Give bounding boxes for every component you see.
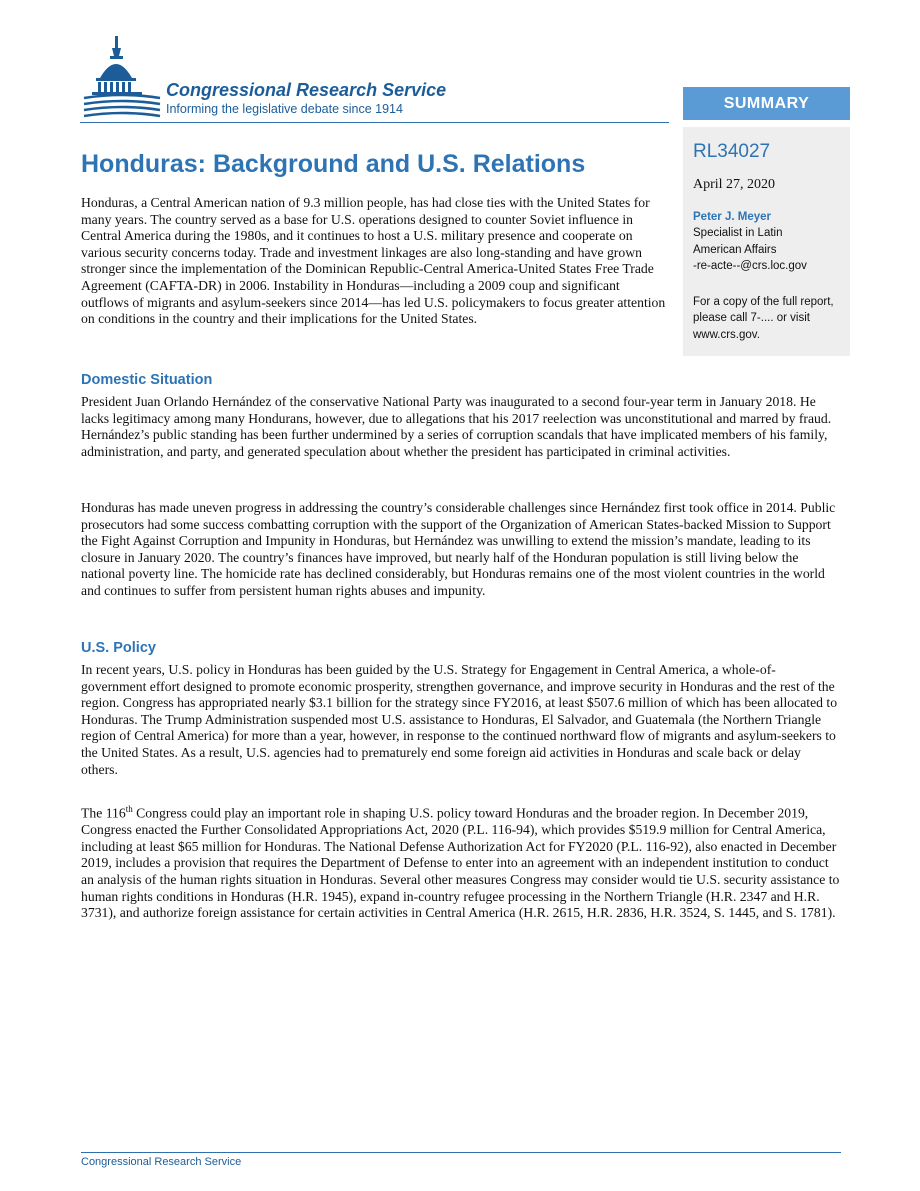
org-name: Congressional Research Service [166, 80, 447, 100]
header-divider [80, 122, 669, 123]
capitol-dome-icon [82, 36, 162, 122]
domestic-paragraph-1: President Juan Orlando Hernández of the conservative National Party was inaugurated to a second four-year term in January 2018. He lacks legitimacy among many Hondurans, however, due to allegations that his 2017 reelection was unconstitutional and marred by fraud. Hernández’s public standing has been further undermined by a series of corruption scandals that have implicated members of his family, administration, and party, and generated speculation about whether the president has participated in criminal activities. [81, 394, 832, 459]
intro-paragraph: Honduras, a Central American nation of 9.3 million people, has had close ties with the United States for many years. The country served as a base for U.S. operations designed to counter Soviet influence in Central America during the 1980s, and it continues to host a U.S. military presence and cooperate on various security concerns today. Trade and investment linkages are also long-standing and have grown stronger since the implementation of the Dominican Republic-Central America-United States Free Trade Agreement (CAFTA-DR) in 2006. Instability in Honduras—including a 2009 coup and significant outflows of migrants and asylum-seekers since 2014—has led U.S. policymakers to focus greater attention on conditions in the country and their implications for the United States. [81, 195, 666, 327]
crs-logo [80, 36, 680, 126]
author-title-line-2: American Affairs [693, 243, 777, 256]
copy-note-line-2: please call 7-.... or visit [693, 312, 810, 324]
copy-note-line-1: For a copy of the full report, [693, 295, 834, 308]
policy-p2-lead: The 116 [81, 805, 126, 821]
page-title: Honduras: Background and U.S. Relations [81, 150, 586, 178]
policy-p2-rest: Congress could play an important role in shaping U.S. policy toward Honduras and the broader region. In December 2019, Congress enacted the Further Consolidated Appropriations Act, 2020 (P.L. 116-94), which provides $519.9 million for Central America, including at least $65 million for Honduras. The National Defense Authorization Act for FY2020 (P.L. 116-92), also enacted in December 2019, includes a provision that requires the Department of Defense to enter into an agreement with an independent institution to conduct an analysis of the human rights situation in Honduras. Several other measures Congress may consider would tie U.S. security assistance to human rights conditions in Honduras (H.R. 1945), expand in-country refugee processing in the Northern Triangle (H.R. 2347 and H.R. 3731), and authorize foreign assistance for certain activities in Central America (H.R. 2615, H.R. 2836, H.R. 3524, S. 1445, and S. 1781). [81, 805, 840, 921]
policy-paragraph-1: In recent years, U.S. policy in Honduras has been guided by the U.S. Strategy for Engagement in Central America, a whole-of-government effort designed to promote economic prosperity, strengthen governance, and improve security in Honduras and the rest of the region. Congress has appropriated nearly $3.1 billion for the strategy since FY2016, at least $507.6 million of which has been allocated to Honduras. The Trump Administration suspended most U.S. assistance to Honduras, El Salvador, and Guatemala (the Northern Triangle region of Central America) for more than a year, however, in response to the continued northward flow of migrants and asylum-seekers to the United States. As a result, U.S. agencies had to prematurely end some foreign aid activities in Honduras and scale back or delay others. [81, 662, 838, 777]
policy-p2-superscript: th [125, 804, 133, 814]
author-title-line-1: Specialist in Latin [693, 227, 783, 239]
footer-divider [81, 1152, 841, 1153]
domestic-situation-heading: Domestic Situation [81, 372, 213, 388]
us-policy-heading: U.S. Policy [81, 640, 156, 656]
author-name: Peter J. Meyer [693, 211, 771, 223]
summary-heading: SUMMARY [683, 87, 850, 120]
policy-paragraph-2 [81, 801, 841, 922]
report-number: RL34027 [693, 141, 771, 162]
domestic-paragraph-2: Honduras has made uneven progress in addressing the country’s considerable challenges since Hernández first took office in 2014. Public prosecutors had some success combatting corruption with the support of the Organization of American States-backed Mission to Support the Fight Against Corruption and Impunity in Honduras, but Hernández was unwilling to extend the mission’s mandate, leading to its closure in January 2020. The country’s finances have improved, but nearly half of the Honduran population is still living below the national poverty line. The homicide rate has declined considerably, but Honduras remains one of the most violent countries in the world and continues to suffer from persistent human rights abuses and impunity. [81, 500, 836, 598]
crs-website-link[interactable]: www.crs.gov. [693, 328, 760, 341]
org-tagline: Informing the legislative debate since 1914 [166, 102, 403, 116]
author-email[interactable]: -re-acte--@crs.loc.gov [693, 260, 807, 272]
summary-sidebar [683, 127, 850, 356]
report-date: April 27, 2020 [693, 177, 776, 192]
footer-text: Congressional Research Service [81, 1156, 242, 1168]
